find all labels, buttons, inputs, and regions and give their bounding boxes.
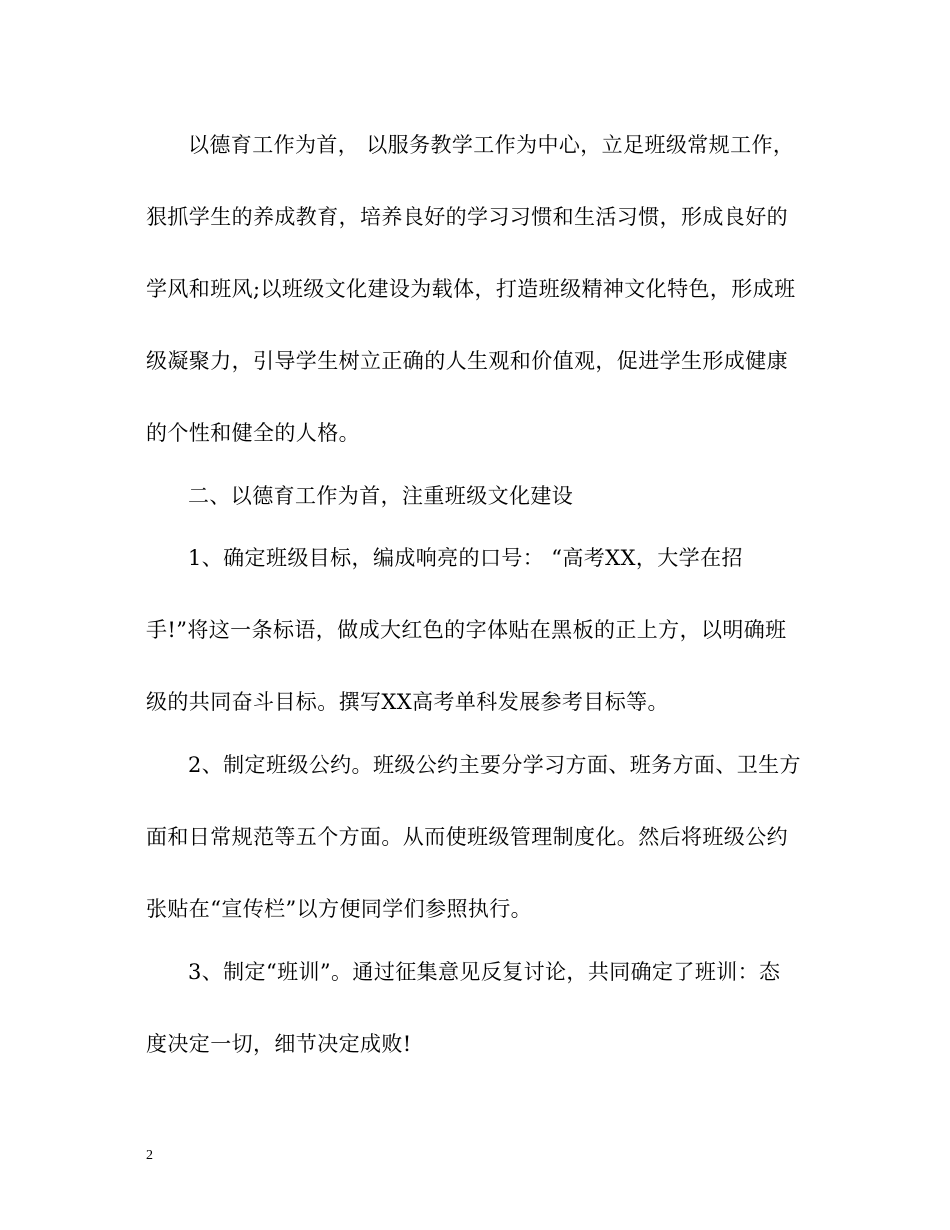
paragraph-1-line-5: 的个性和健全的人格。: [146, 421, 360, 445]
item-1-line-3: 级的共同奋斗目标。撰写XX高考单科发展参考目标等。: [146, 690, 669, 714]
item-2-line-2: 面和日常规范等五个方面。从而使班级管理制度化。然后将班级公约: [146, 825, 788, 849]
item-3-line-1: 3、制定“班训”。通过征集意见反复讨论，共同确定了班训：态: [188, 960, 781, 984]
paragraph-1-line-1: 以德育工作为首， 以服务教学工作为中心，立足班级常规工作，: [188, 133, 795, 157]
section-heading: 二、以德育工作为首，注重班级文化建设: [188, 484, 574, 508]
item-1-line-1: 1、确定班级目标，编成响亮的口号： “高考XX，大学在招: [188, 546, 743, 570]
paragraph-1-line-2: 狠抓学生的养成教育，培养良好的学习习惯和生活习惯，形成良好的: [146, 205, 788, 229]
item-3-line-2: 度决定一切，细节决定成败!: [146, 1032, 412, 1056]
item-2-line-1: 2、制定班级公约。班级公约主要分学习方面、班务方面、卫生方: [188, 753, 801, 777]
page-number: 2: [146, 1148, 153, 1163]
item-1-line-2: 手!”将这一条标语，做成大红色的字体贴在黑板的正上方，以明确班: [146, 618, 787, 642]
paragraph-1-line-4: 级凝聚力，引导学生树立正确的人生观和价值观，促进学生形成健康: [146, 349, 788, 373]
paragraph-1-line-3: 学风和班风;以班级文化建设为载体，打造班级精神文化特色，形成班: [146, 277, 796, 301]
item-2-line-3: 张贴在“宣传栏”以方便同学们参照执行。: [146, 897, 533, 921]
